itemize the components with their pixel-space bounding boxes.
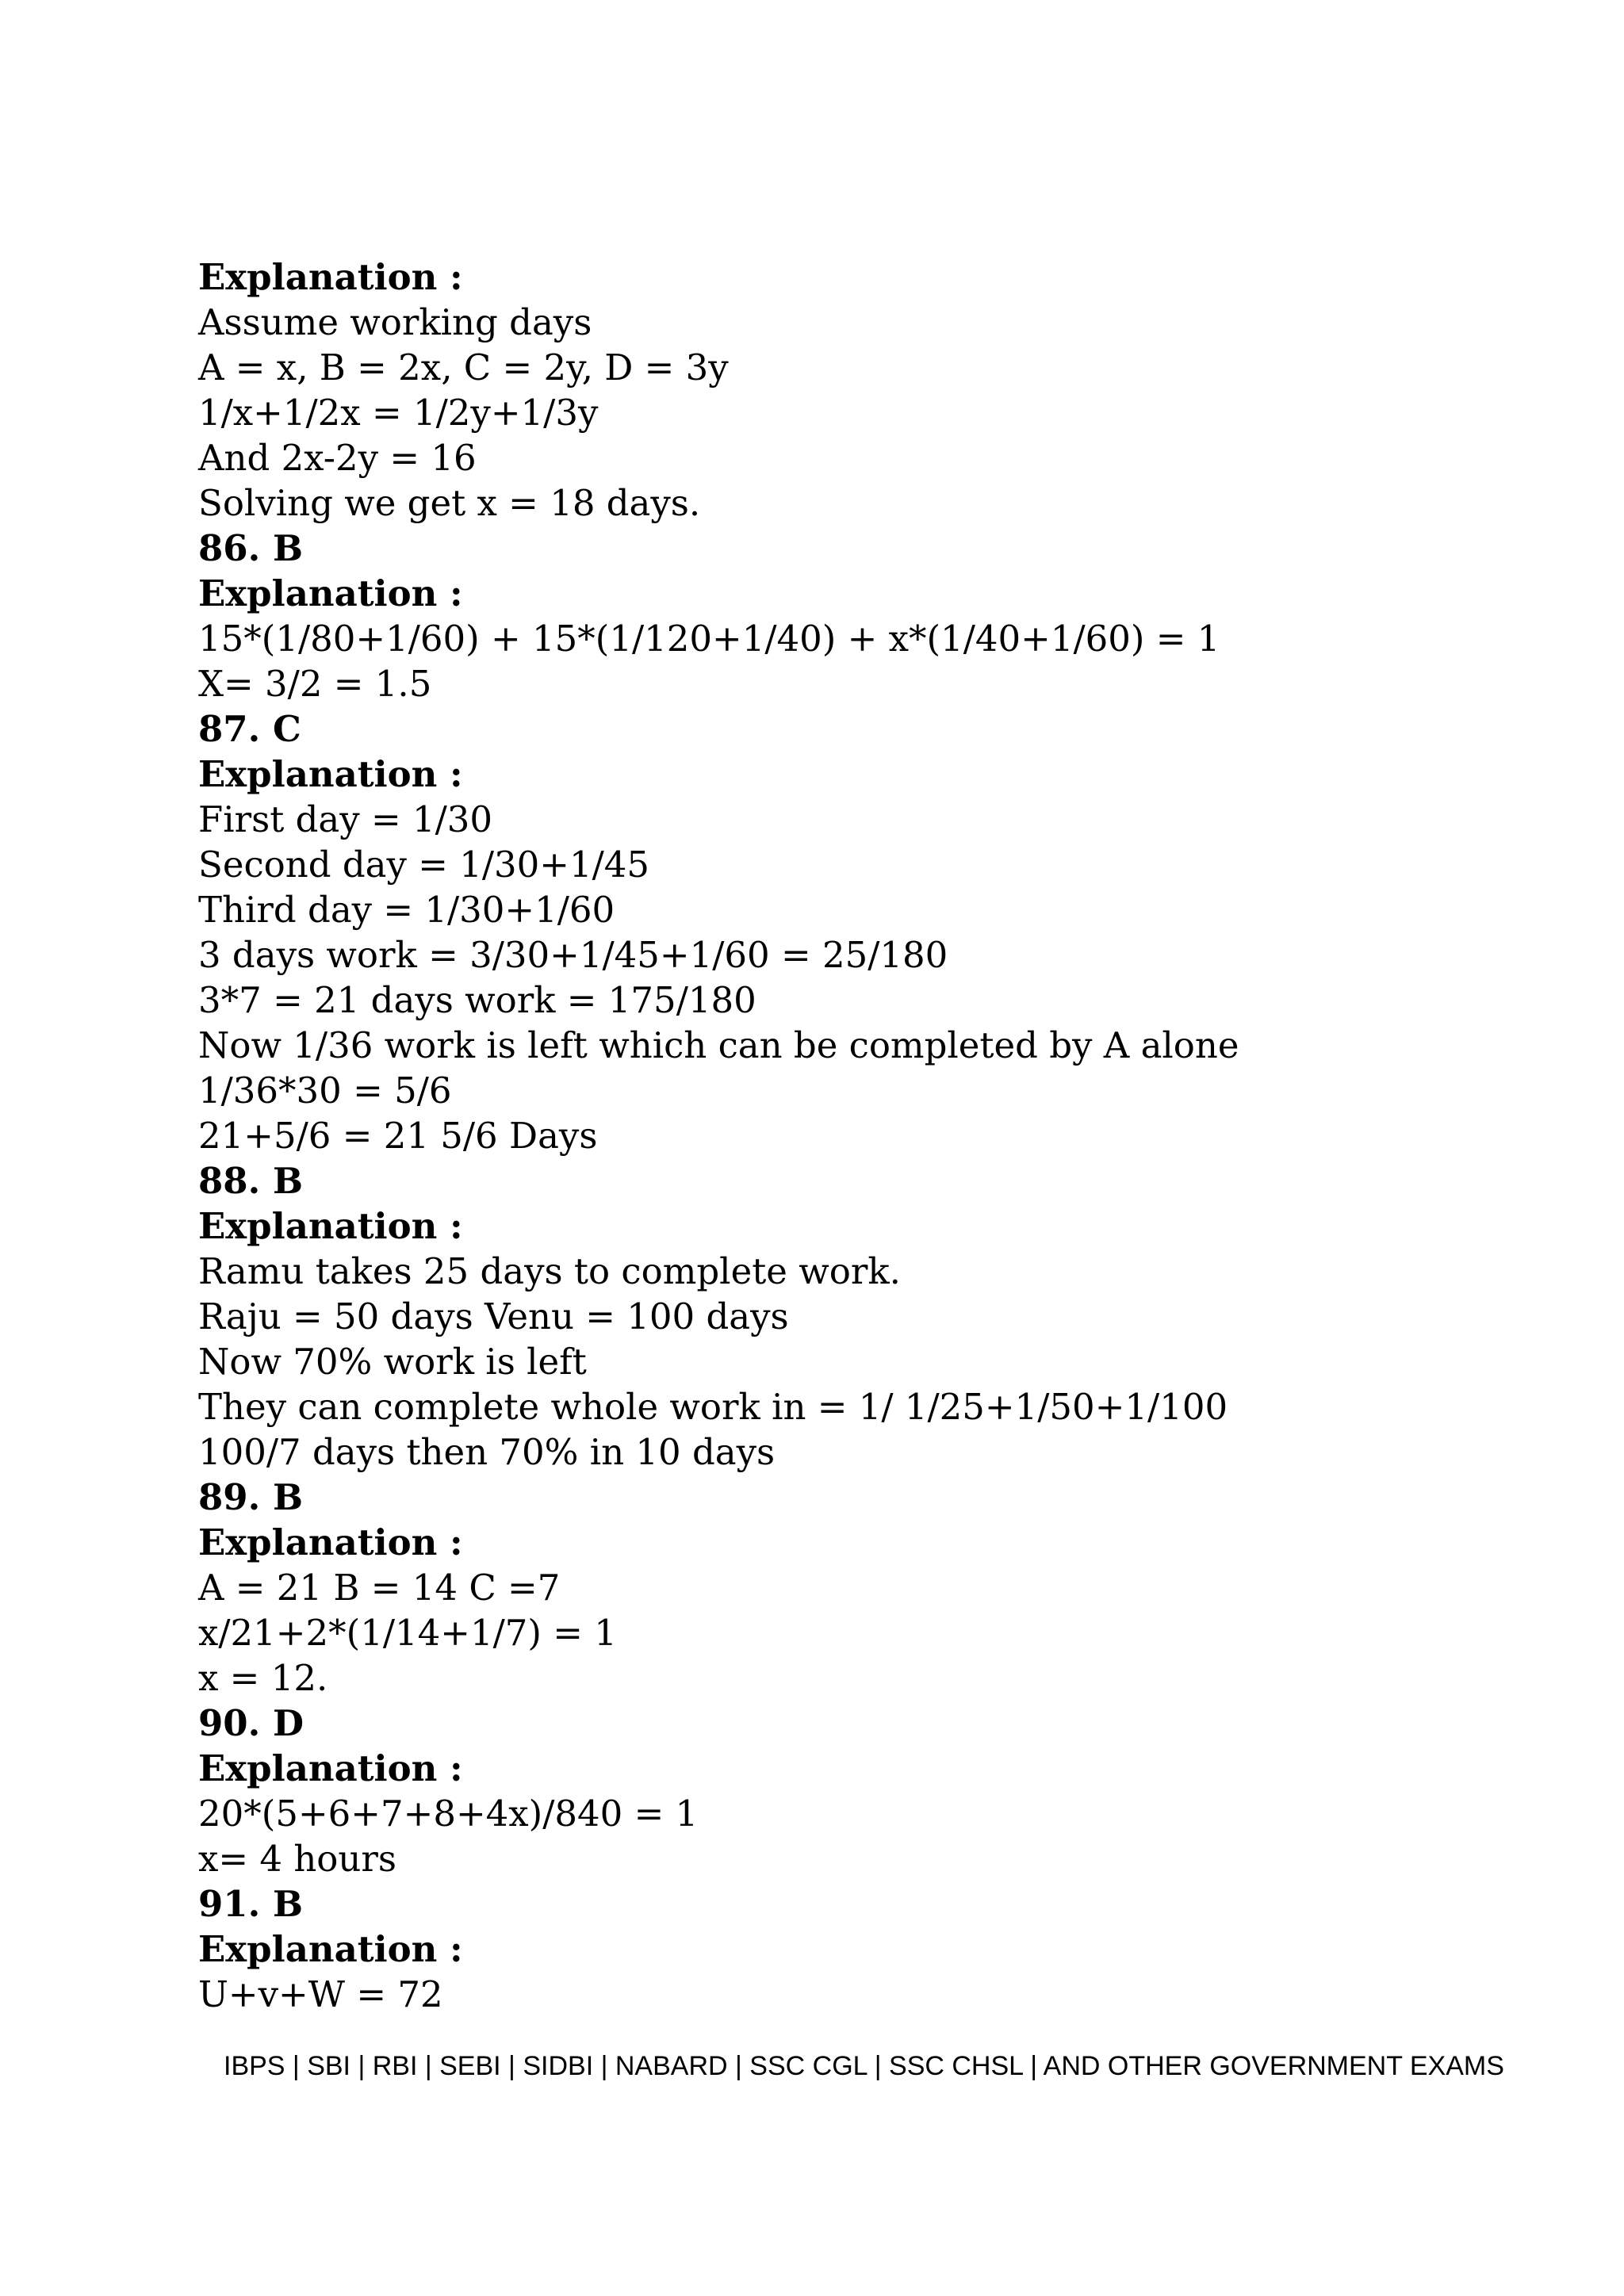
text-line: Raju = 50 days Venu = 100 days bbox=[198, 1295, 789, 1337]
text-line: Now 70% work is left bbox=[198, 1341, 587, 1383]
text-line: 21+5/6 = 21 5/6 Days bbox=[198, 1115, 598, 1157]
text-line: Second day = 1/30+1/45 bbox=[198, 844, 650, 886]
text-line: U+v+W = 72 bbox=[198, 1973, 443, 2015]
text-line: Now 1/36 work is left which can be completed by A alone bbox=[198, 1024, 1239, 1066]
answer-heading: 88. B bbox=[198, 1160, 303, 1202]
text-line: A = 21 B = 14 C =7 bbox=[198, 1567, 561, 1609]
explanation-heading: Explanation : bbox=[198, 1928, 463, 1970]
page-footer: IBPS | SBI | RBI | SEBI | SIDBI | NABARD | SSC CGL | SSC CHSL | AND OTHER GOVERNMENT EXAMS bbox=[224, 2051, 1504, 2081]
text-line: Third day = 1/30+1/60 bbox=[198, 889, 615, 931]
text-line: First day = 1/30 bbox=[198, 798, 493, 840]
explanation-heading: Explanation : bbox=[198, 1747, 463, 1789]
answer-heading: 90. D bbox=[198, 1702, 304, 1744]
text-line: 3*7 = 21 days work = 175/180 bbox=[198, 979, 756, 1021]
text-line: 100/7 days then 70% in 10 days bbox=[198, 1431, 776, 1473]
text-line: Solving we get x = 18 days. bbox=[198, 482, 701, 524]
explanation-heading: Explanation : bbox=[198, 256, 463, 298]
text-line: 3 days work = 3/30+1/45+1/60 = 25/180 bbox=[198, 934, 948, 976]
answer-heading: 91. B bbox=[198, 1883, 303, 1925]
text-line: Assume working days bbox=[198, 301, 592, 343]
text-line: 1/x+1/2x = 1/2y+1/3y bbox=[198, 392, 599, 434]
text-line: x= 4 hours bbox=[198, 1838, 396, 1880]
text-line: 1/36*30 = 5/6 bbox=[198, 1070, 452, 1112]
text-line: x/21+2*(1/14+1/7) = 1 bbox=[198, 1612, 617, 1654]
text-line: x = 12. bbox=[198, 1657, 328, 1699]
explanation-heading: Explanation : bbox=[198, 572, 463, 614]
explanation-heading: Explanation : bbox=[198, 1205, 463, 1247]
explanation-heading: Explanation : bbox=[198, 753, 463, 795]
text-line: Ramu takes 25 days to complete work. bbox=[198, 1250, 901, 1292]
answer-heading: 89. B bbox=[198, 1476, 303, 1518]
answer-heading: 86. B bbox=[198, 527, 303, 569]
text-line: They can complete whole work in = 1/ 1/25+1/50+1/100 bbox=[198, 1386, 1228, 1428]
answer-heading: 87. C bbox=[198, 708, 301, 750]
document-body bbox=[198, 254, 1546, 2017]
text-line: 20*(5+6+7+8+4x)/840 = 1 bbox=[198, 1793, 699, 1835]
text-line: A = x, B = 2x, C = 2y, D = 3y bbox=[198, 346, 729, 388]
text-line: X= 3/2 = 1.5 bbox=[198, 663, 432, 705]
text-line: And 2x-2y = 16 bbox=[198, 437, 477, 479]
text-line: 15*(1/80+1/60) + 15*(1/120+1/40) + x*(1/40+1/60) = 1 bbox=[198, 618, 1220, 660]
explanation-heading: Explanation : bbox=[198, 1521, 463, 1563]
